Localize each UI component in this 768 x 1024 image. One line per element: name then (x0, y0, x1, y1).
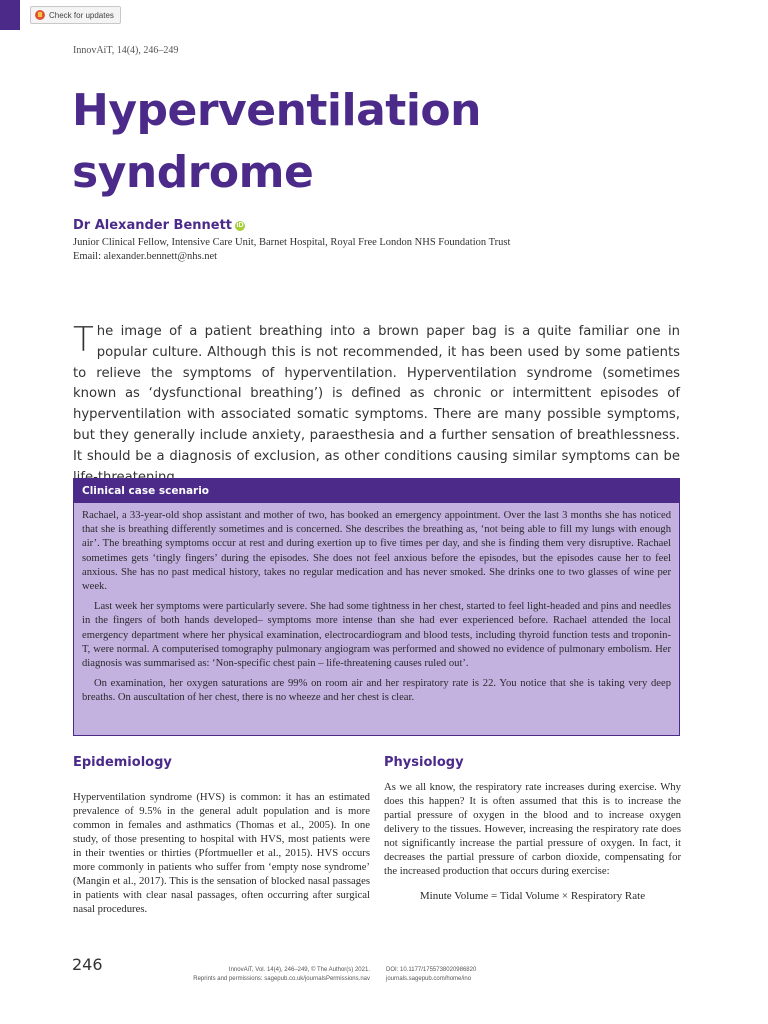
affiliation-text: Junior Clinical Fellow, Intensive Care Unit, Barnet Hospital, Royal Free London NHS Foundation Trust (73, 237, 511, 248)
physiology-heading: Physiology (384, 755, 464, 770)
author-name (73, 218, 245, 233)
title-line-1: Hyperventilation (72, 85, 481, 136)
title-line-2: syndrome (72, 147, 314, 198)
footer-journal-link[interactable]: journals.sagepub.com/home/ino (386, 976, 472, 982)
case-paragraph-3: On examination, her oxygen saturations are 99% on room air and her respiratory rate is 22. You notice that she is taking very deep breaths. On auscultation of her chest, there is no wheeze and her chest is clear. (82, 678, 671, 704)
epidemiology-section (73, 755, 370, 916)
minute-volume-equation: Minute Volume = Tidal Volume × Respiratory Rate (419, 890, 646, 902)
page-number: 246 (72, 955, 103, 974)
author-affiliation (73, 236, 510, 264)
author-email[interactable]: Email: alexander.bennett@nhs.net (73, 251, 218, 262)
abstract-text: he image of a patient breathing into a brown paper bag is a quite familiar one in popular culture. Although this is not recommended, it has been used by some patients to relieve the symptoms of hyperventilation. Hyperventilation syndrome (sometimes known as ‘dysfunctional breathing’) is defined as chronic or intermittent episodes of hyperventilation with associated somatic symptoms. There are many possible symptoms, but they generally include anxiety, paraesthesia and a further sensation of breathlessness. It should be a diagnosis of exclusion, as other conditions causing similar symptoms can be (73, 324, 680, 464)
abstract (73, 322, 680, 488)
update-badge-icon (35, 10, 45, 20)
epidemiology-text: Hyperventilation syndrome (HVS) is common: it has an estimated prevalence of 9.5% in the general adult population and is more common in females and asthmatics (Thomas et al., 2005). In one study, of those presenting to hospital with HVS, most patients were in their twenties or thirties (Pfortmueller et al., 2015). HVS occurs more commonly in patients who suffer from ‘empty nose syndrome’ (Mangin et al., 2017). This is the sensation of blocked nasal passages in patients with clear nasal passages, often occurring after surgical nasal procedures. (73, 791, 370, 915)
footer-citation (180, 966, 370, 984)
footer-permissions-link[interactable]: Reprints and permissions: sagepub.co.uk/journalsPermissions.nav (193, 976, 370, 982)
check-for-updates-label: Check for updates (49, 10, 114, 20)
author-name-text: Dr Alexander Bennett (73, 218, 233, 233)
footer-doi-line[interactable]: DOI: 10.1177/1755738020986820 (386, 967, 477, 973)
article-title (72, 80, 481, 204)
epidemiology-heading: Epidemiology (73, 755, 172, 770)
drop-cap: T (73, 320, 94, 360)
footer-doi (386, 966, 586, 984)
footer-citation-line: InnovAiT, Vol. 14(4), 246–249, © The Author(s) 2021. (228, 967, 370, 973)
clinical-case-body (74, 503, 679, 706)
case-paragraph-2: Last week her symptoms were particularly severe. She had some tightness in her chest, started to feel light-headed and pins and needles in the fingers of both hands developed– symptoms more intense than she had ever experienced before. Rachael attended the local emergency department where her physical examination, electrocardiogram and blood tests, including thyroid function tests and troponin-T, were normal. A computerised tomography pulmonary angiogram was performed and showed no evidence of pulmonary embolism. Her diagnosis was summarised as: ‘Non-specific chest pain – life-threatening causes ruled out’. (82, 601, 671, 670)
corner-accent (0, 0, 20, 30)
journal-reference: InnovAiT, 14(4), 246–249 (73, 45, 179, 56)
check-for-updates-button[interactable] (30, 6, 121, 24)
physiology-text: As we all know, the respiratory rate increases during exercise. Why does this happen? It is often assumed that this is to increase the partial pressure of oxygen in the blood and to increase oxygen delivery to the tissues. However, increasing the respiratory rate does not significantly increase the partial pressure of oxygen. In fact, it decreases the partial pressure of carbon dioxide, compensating for the increased production that occurs during exercise: (384, 781, 681, 877)
physiology-section (384, 755, 681, 902)
case-paragraph-1: Rachael, a 33-year-old shop assistant and mother of two, has booked an emergency appointment. Over the last 3 months she has noticed that she is breathing differently sometimes and is concerned. She describes the breathing as, ‘not being able to fill my lungs with enough air’. The breathing symptoms occur at rest and during exertion up to five times per day, and she is finding them very disruptive. Rachael sometimes gets ‘tingly fingers’ during the episodes. She does not feel anxious before the episodes, but the episodes cause her to feel anxious. She has no past medical history, takes no regular medication and has never smoked. She drinks one to two glasses of wine per week. (82, 510, 671, 593)
orcid-icon[interactable]: iD (236, 221, 244, 229)
clinical-case-box (73, 478, 680, 736)
clinical-case-title: Clinical case scenario (74, 479, 679, 503)
